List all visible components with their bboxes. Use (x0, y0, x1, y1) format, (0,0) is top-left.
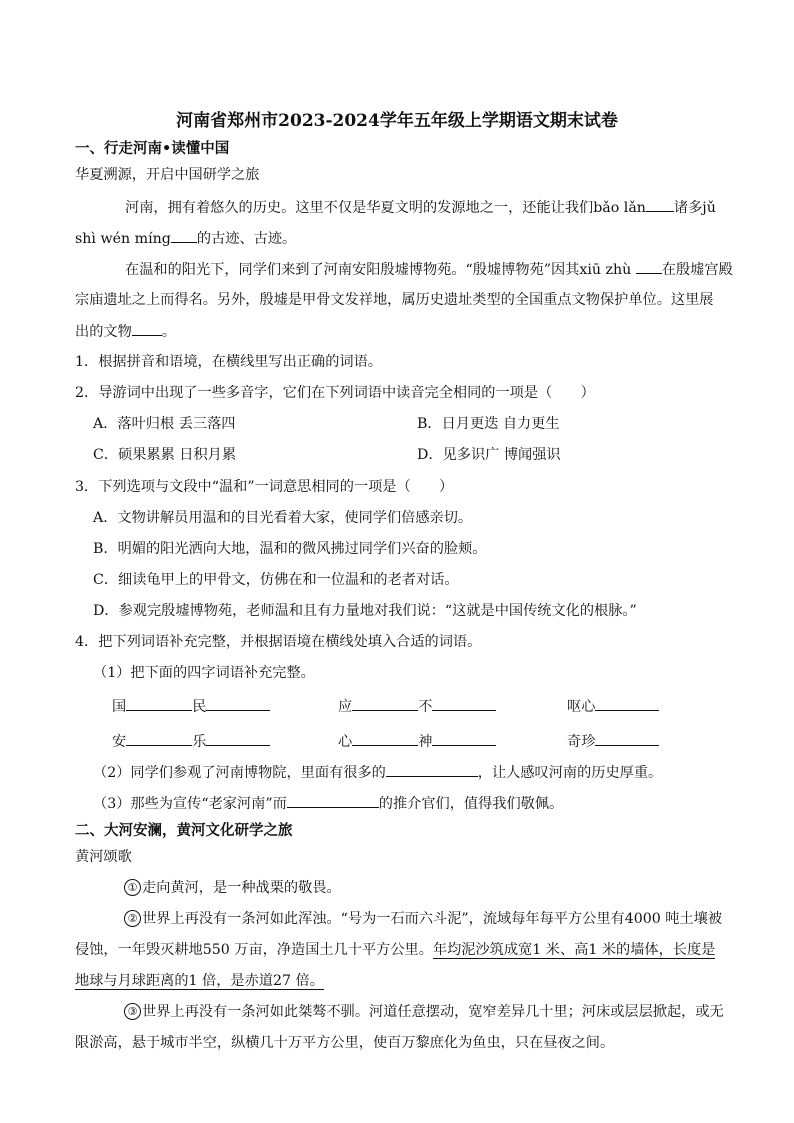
paragraph-2-line-1 (125, 259, 733, 280)
question-text: 的推介官们，值得我们敬佩。 (378, 796, 564, 812)
section-2-subheading: 黄河颂歌 (75, 849, 132, 865)
q3-option-c[interactable]: C．细读龟甲上的甲骨文，仿佛在和一位温和的老者对话。 (93, 572, 459, 588)
paragraph-text: 河南，拥有着悠久的历史。这里不仅是华夏文明的发源地之一，还能让我们bǎo lǎn (125, 200, 646, 216)
answer-blank[interactable] (206, 696, 270, 711)
paragraph-text: 世界上再没有一条河如此桀骜不驯。河道任意摆动，宽窄差异几十里；河床或层层掀起，或无 (142, 1004, 724, 1020)
answer-blank[interactable] (432, 696, 496, 711)
paragraph-text: 。 (161, 324, 176, 340)
q3-option-d[interactable]: D．参观完殷墟博物苑，老师温和且有力量地对我们说：“这就是中国传统文化的根脉。” (93, 603, 637, 619)
idiom-char: 乐 (192, 734, 207, 750)
answer-blank[interactable] (287, 793, 379, 808)
answer-blank[interactable] (352, 696, 418, 711)
answer-blank[interactable] (636, 259, 662, 274)
paragraph-text: 在殷墟宫殿 (661, 262, 733, 278)
idiom-row-1-item-1 (112, 696, 270, 717)
question-text: （2）同学们参观了河南博物院，里面有很多的 (93, 765, 386, 781)
q2-option-c[interactable]: C．硕果累累 日积月累 (93, 447, 237, 463)
answer-blank[interactable] (595, 731, 659, 746)
article-paragraph-2-line-3 (75, 971, 324, 991)
paragraph-text: 世界上再没有一条河如此浑浊。“号为一石而六斗泥”，流域每年每平方公里有4000 吨土壤被 (142, 911, 723, 927)
question-2: 2．导游词中出现了一些多音字，它们在下列词语中读音完全相同的一项是（ ） (75, 385, 595, 401)
paragraph-1-line-2 (75, 228, 296, 249)
paragraph-number: ① (124, 879, 141, 896)
q3-option-a[interactable]: A．文物讲解员用温和的目光看着大家，使同学们倍感亲切。 (93, 510, 473, 526)
idiom-char: 安 (112, 734, 127, 750)
paragraph-number: ② (124, 910, 141, 927)
paragraph-2-line-3 (75, 321, 176, 342)
question-3: 3．下列选项与文段中“温和”一词意思相同的一项是（ ） (75, 479, 454, 495)
question-text: ，让人感叹河南的历史厚重。 (477, 765, 663, 781)
idiom-char: 不 (418, 699, 433, 715)
paragraph-text: shì wén míng (75, 231, 171, 247)
article-paragraph-3-line-2: 限淤高，悬于城市半空，纵横几十万平方公里，使百万黎庶化为鱼虫，只在昼夜之间。 (75, 1035, 615, 1051)
answer-blank[interactable] (132, 321, 162, 336)
answer-blank[interactable] (171, 228, 197, 243)
idiom-char: 呕心 (567, 699, 596, 715)
answer-blank[interactable] (386, 762, 478, 777)
idiom-row-2-item-2 (338, 731, 496, 752)
answer-blank[interactable] (595, 696, 659, 711)
answer-blank[interactable] (126, 731, 192, 746)
paragraph-text: 诸多jǔ (673, 200, 716, 216)
page-title: 河南省郑州市2023-2024学年五年级上学期语文期末试卷 (176, 111, 618, 131)
q2-option-b[interactable]: B．日月更迭 自力更生 (417, 416, 560, 432)
paragraph-text: 走向黄河，是一种战栗的敬畏。 (142, 880, 341, 896)
q4-part-2 (93, 762, 662, 783)
answer-blank[interactable] (126, 696, 192, 711)
paragraph-text: 的古迹、古迹。 (196, 231, 297, 247)
underlined-sentence: 地球与月球距离的1 倍，是赤道27 倍。 (75, 973, 324, 989)
paragraph-2-line-2: 宗庙遗址之上而得名。另外，殷墟是甲骨文发祥地，属历史遗址类型的全国重点文物保护单位。这里展 (75, 292, 714, 308)
answer-blank[interactable] (432, 731, 496, 746)
article-paragraph-1 (124, 878, 341, 898)
paragraph-text: 出的文物 (75, 324, 132, 340)
paragraph-number: ③ (124, 1003, 141, 1020)
idiom-char: 奇珍 (567, 734, 596, 750)
underlined-sentence: 年均泥沙筑成宽1 米、高1 米的墙体，长度是 (432, 942, 716, 958)
q2-option-a[interactable]: A．落叶归根 丢三落四 (93, 416, 236, 432)
q2-option-d[interactable]: D．见多识广 博闻强识 (417, 447, 561, 463)
q4-part-1: （1）把下面的四字词语补充完整。 (93, 665, 315, 681)
idiom-char: 应 (338, 699, 353, 715)
paragraph-text: 侵蚀，一年毁灭耕地550 万亩，净造国土几十平方公里。 (75, 942, 433, 958)
article-paragraph-3-line-1 (124, 1002, 724, 1022)
question-4: 4．把下列词语补充完整，并根据语境在横线处填入合适的词语。 (75, 634, 482, 650)
section-1-subheading: 华夏溯源，开启中国研学之旅 (75, 167, 260, 183)
article-paragraph-2-line-1 (124, 909, 722, 929)
idiom-char: 国 (112, 699, 127, 715)
paragraph-1-line-1 (125, 197, 716, 218)
q4-part-3 (93, 793, 563, 814)
answer-blank[interactable] (352, 731, 418, 746)
idiom-row-1-item-3 (567, 696, 659, 717)
idiom-row-2-item-3 (567, 731, 659, 752)
idiom-char: 民 (192, 699, 207, 715)
idiom-row-2-item-1 (112, 731, 270, 752)
article-paragraph-2-line-2 (75, 940, 715, 960)
section-1-heading: 一、行走河南•读懂中国 (75, 141, 230, 157)
question-1: 1．根据拼音和语境，在横线里写出正确的词语。 (75, 354, 382, 370)
idiom-char: 神 (418, 734, 433, 750)
answer-blank[interactable] (206, 731, 270, 746)
idiom-char: 心 (338, 734, 353, 750)
idiom-row-1-item-2 (338, 696, 496, 717)
paragraph-text: 在温和的阳光下，同学们来到了河南安阳殷墟博物苑。“殷墟博物苑”因其xiū zhù (125, 262, 636, 278)
answer-blank[interactable] (646, 197, 674, 212)
section-2-heading: 二、大河安澜，黄河文化研学之旅 (75, 823, 293, 839)
q3-option-b[interactable]: B．明媚的阳光洒向大地，温和的微风拂过同学们兴奋的脸颊。 (93, 541, 487, 557)
question-text: （3）那些为宣传“老家河南”而 (93, 796, 287, 812)
